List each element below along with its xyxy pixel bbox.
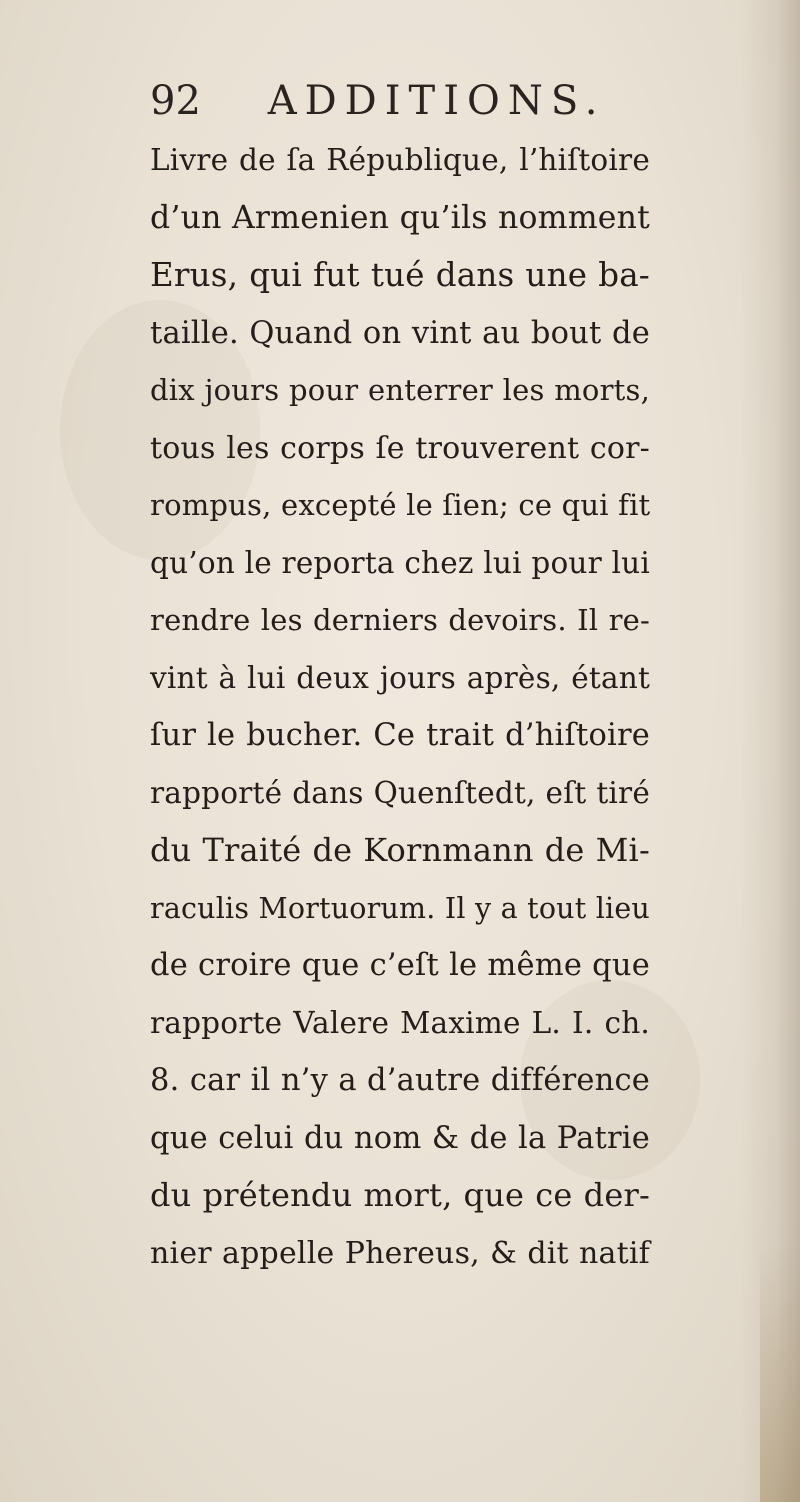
text-line: que celui du nom & de la Patrie xyxy=(150,1120,650,1156)
text-line: du prétendu mort, que ce der- xyxy=(150,1176,650,1214)
body-text xyxy=(150,132,650,1282)
text-line: d’un Armenien qu’ils nomment xyxy=(150,199,650,236)
text-line: 8. car il n’y a d’autre différence xyxy=(150,1063,650,1098)
text-line: rendre les derniers devoirs. Il re- xyxy=(150,603,650,637)
text-line: dix jours pour enterrer les morts, xyxy=(150,373,650,407)
text-line: raculis Mortuorum. Il y a tout lieu xyxy=(150,891,650,925)
text-line: rompus, excepté le ſien; ce qui fit xyxy=(150,488,651,522)
text-line: rapporté dans Quenſtedt, eſt tiré xyxy=(150,775,650,810)
text-line: tous les corps ſe trouverent cor- xyxy=(150,430,650,466)
text-line: rapporte Valere Maxime L. I. ch. xyxy=(150,1005,650,1040)
running-title: ADDITIONS. xyxy=(267,78,606,124)
text-line: vint à lui deux jours après, étant xyxy=(150,660,650,695)
page-header xyxy=(150,78,650,138)
page-edge-stain xyxy=(760,1242,800,1502)
text-line: de croire que c’eſt le même que xyxy=(150,948,650,983)
text-line: du Traité de Kornmann de Mi- xyxy=(150,831,650,869)
page-number: 92 xyxy=(150,78,201,124)
text-line: nier appelle Phereus, & dit natif xyxy=(150,1235,650,1271)
text-line: qu’on le reporta chez lui pour lui xyxy=(150,545,650,580)
text-line: taille. Quand on vint au bout de xyxy=(150,315,650,351)
text-line: Erus, qui fut tué dans une ba- xyxy=(150,256,650,294)
text-line: ſur le bucher. Ce trait d’hiſtoire xyxy=(150,718,650,753)
text-line: Livre de ſa République, l’hiſtoire xyxy=(150,143,650,177)
